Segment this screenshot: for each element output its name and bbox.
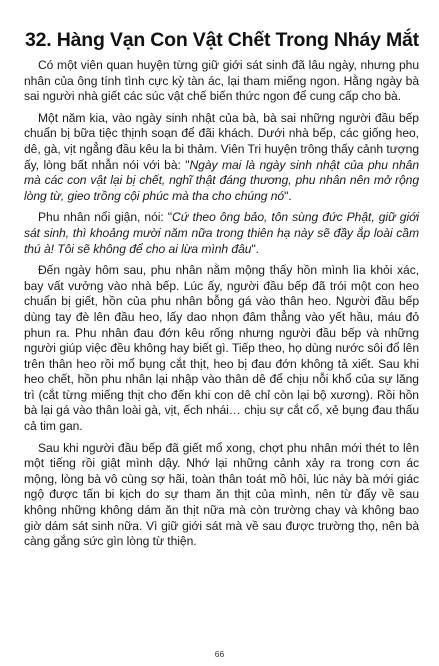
text-run: Sau khi người đầu bếp đã giết mổ xong, chợt phu nhân mới thét to lên một tiếng rồi giật mình dậy. Nhớ lại những cảnh xảy ra trong cơn ác mộng, lòng bà vô cùng sợ hãi, toàn thân toát mồ hôi, lúc này bà mới giác ngộ được tấn bi kịch do sự tham ăn thịt của mình, nên từ đấy về sau không những không dám ăn thịt nữa mà còn trường chay và không bao giờ dám sát sinh nữa. Vì giữ giới sát mà về sau được trường thọ, nên bà càng gắng sức gìn lòng từ thiện.	[24, 440, 419, 549]
paragraph-4	[24, 263, 419, 435]
text-run: Một năm kia, vào ngày sinh nhật của bà, bà sai những người đầu bếp chuẩn bị bữa tiệc thịnh soạn để đãi khách. Dưới nhà bếp, các giống heo, dê, gà, vịt ngẳng đầu kêu la bi thảm. Viên Tri huyện trông thấy cảnh tượng ấy, lòng bất nhẫn nói với bà: "	[24, 110, 419, 172]
text-run: ".	[284, 188, 292, 203]
text-run: ".	[251, 241, 259, 256]
text-run: Đến ngày hôm sau, phu nhân nằm mộng thấy hồn mình lìa khỏi xác, bay vất vưởng vào nhà bếp. Lúc ấy, người đầu bếp đã trói một con heo chuẩn bị giết, hồn của phu nhân bỗng gá vào thân heo. Người đầu bếp dùng tay đè lên đầu heo, lấy dao nhọn đâm thẳng vào yết hầu, máu đỏ phun ra. Phu nhân đau đớn kêu rống nhưng người đầu bếp và những người giúp việc đều không hay biết gì. Tiếp theo, họ dùng nước sôi đổ lên trên thân heo rồi mổ bụng cắt thịt, heo bị đau đớn không tả xiết. Sau khi heo chết, hồn phu nhân lại nhập vào thân dê để chịu nỗi khổ của sự lăng trì (cắt từng miếng thịt cho đến khi con dê chỉ còn lại bộ xương). Rồi hồn bà lại gá vào thân loài gà, vịt, ếch nhái… chịu sự cắt cổ, xẻ bụng đau thấu cả tim gan.	[24, 263, 419, 434]
body-text	[24, 58, 419, 550]
page-number: 66	[214, 649, 225, 659]
text-run: Có một viên quan huyện từng giữ giới sát sinh đã lâu ngày, nhưng phu nhân của ông tính tình cực kỳ tàn ác, lại tham miếng ngon. Hằng ngày bà sai người nhà giết các súc vật chế biến thức ngon để cung cấp cho bà.	[24, 58, 419, 104]
text-run: Phu nhân nổi giận, nói: "	[38, 210, 173, 225]
italic-run: Cứ theo ông bảo, tôn sùng đức Phật, giữ giới sát sinh, thì khoảng mười năm nữa trong thiên hạ này sẽ đầy ắp loài cầm thú à! Tôi sẽ không để cho ai lừa mình đâu	[24, 210, 419, 256]
paragraph-2	[24, 111, 419, 205]
italic-run: Ngày mai là ngày sinh nhật của phu nhân mà các con vật lại bị chết, nghĩ thật đáng thương, phu nhân nên mở rộng lòng từ, gieo trồng cội phúc mà tha cho chúng nó	[24, 157, 420, 203]
paragraph-3	[24, 210, 419, 257]
chapter-title: 32. Hàng Vạn Con Vật Chết Trong Nháy Mắt	[25, 29, 419, 51]
paragraph-5	[24, 441, 419, 550]
paragraph-1	[24, 58, 419, 105]
